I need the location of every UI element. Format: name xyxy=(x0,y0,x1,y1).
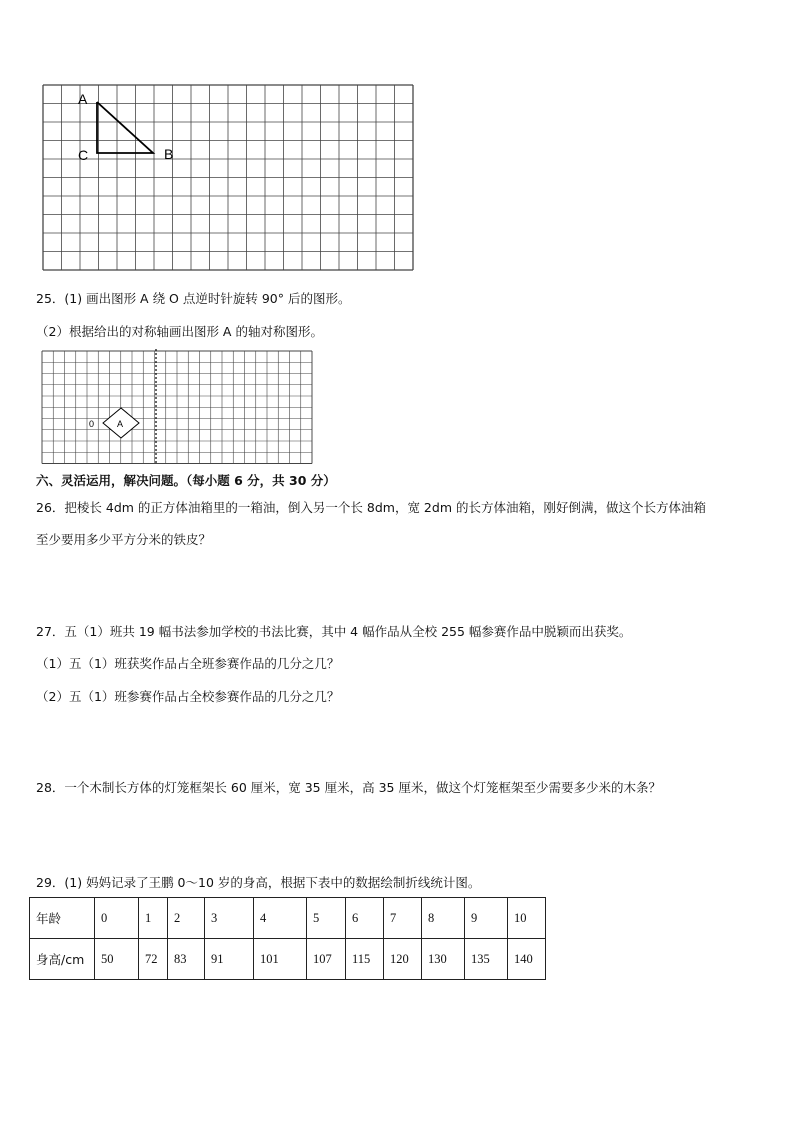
table-cell: 5 xyxy=(307,898,346,939)
q29-text: 29．(1) 妈妈记录了王鹏 0～10 岁的身高，根据下表中的数据绘制折线统计图。 xyxy=(36,875,481,890)
label-point-b: B xyxy=(164,146,174,162)
table-cell: 8 xyxy=(422,898,465,939)
table-cell: 50 xyxy=(95,939,139,980)
grid-lines xyxy=(43,85,413,270)
table-cell: 3 xyxy=(205,898,254,939)
table-cell: 10 xyxy=(508,898,546,939)
section6-heading: 六、灵活运用，解决问题。（每小题 6 分，共 30 分） xyxy=(36,473,336,488)
table-header-age: 年龄 xyxy=(30,898,95,939)
table-row-age xyxy=(30,898,546,939)
table-cell: 1 xyxy=(139,898,168,939)
q28-text: 28．一个木制长方体的灯笼框架长 60 厘米，宽 35 厘米，高 35 厘米，做这个灯笼框架至少需要多少米的木条？ xyxy=(36,780,661,795)
table-cell: 130 xyxy=(422,939,465,980)
table-cell: 0 xyxy=(95,898,139,939)
table-cell: 83 xyxy=(168,939,205,980)
q25-part2: （2）根据给出的对称轴画出图形 A 的轴对称图形。 xyxy=(36,324,323,339)
table-cell: 4 xyxy=(254,898,307,939)
table-cell: 107 xyxy=(307,939,346,980)
table-cell: 6 xyxy=(346,898,384,939)
table-cell: 2 xyxy=(168,898,205,939)
grid-lines xyxy=(42,351,312,464)
label-point-o: 0 xyxy=(89,419,95,429)
table-cell: 115 xyxy=(346,939,384,980)
table-cell: 91 xyxy=(205,939,254,980)
q25-part1: 25．(1) 画出图形 A 绕 O 点逆时针旋转 90° 后的图形。 xyxy=(36,291,351,306)
table-row-height xyxy=(30,939,546,980)
table-cell: 140 xyxy=(508,939,546,980)
triangle-abc xyxy=(97,102,153,153)
q27-stem: 27．五（1）班共 19 幅书法参加学校的书法比赛，其中 4 幅作品从全校 255 幅参赛作品中脱颖而出获奖。 xyxy=(36,624,632,639)
table-cell: 9 xyxy=(465,898,508,939)
label-point-a: A xyxy=(78,91,88,107)
height-table xyxy=(29,897,546,980)
grid-figure-symmetry xyxy=(40,349,316,467)
table-cell: 135 xyxy=(465,939,508,980)
table-cell: 72 xyxy=(139,939,168,980)
table-header-height: 身高/cm xyxy=(30,939,95,980)
label-point-c: C xyxy=(78,147,89,163)
q26-line2: 至少要用多少平方分米的铁皮？ xyxy=(36,532,212,547)
q27-part1: （1）五（1）班获奖作品占全班参赛作品的几分之几？ xyxy=(36,656,340,671)
table-cell: 7 xyxy=(384,898,422,939)
q26-line1: 26．把棱长 4dm 的正方体油箱里的一箱油，倒入另一个长 8dm，宽 2dm 的长方体油箱，刚好倒满，做这个长方体油箱 xyxy=(36,500,706,515)
table-cell: 101 xyxy=(254,939,307,980)
table-cell: 120 xyxy=(384,939,422,980)
q27-part2: （2）五（1）班参赛作品占全校参赛作品的几分之几？ xyxy=(36,689,340,704)
label-shape-a: A xyxy=(117,419,124,429)
grid-figure-triangle xyxy=(40,82,418,274)
